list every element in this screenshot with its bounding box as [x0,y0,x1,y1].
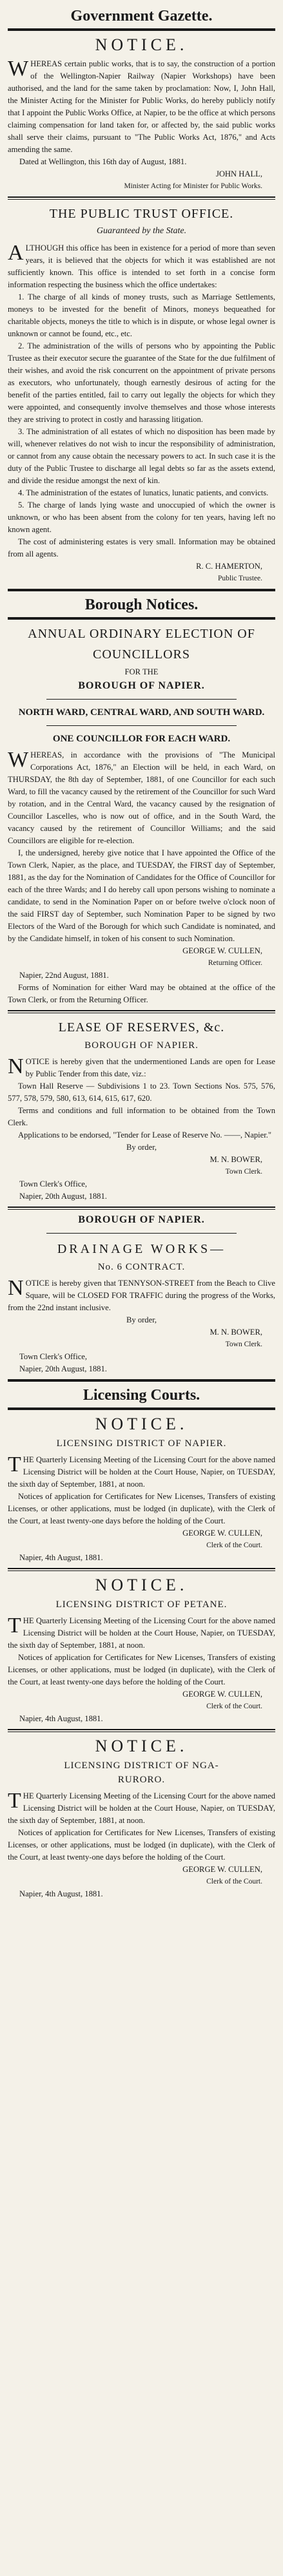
licensing-ngaruroro-body: THE Quarterly Licensing Meeting of the Licensing Court for the above named Licensing District will be holden at the Court House, Napier, on TUESDAY, the sixth day of September, 1881, at noon. [8,1789,275,1825]
divider [46,699,237,700]
lease-signer: M. N. BOWER, [210,1155,262,1164]
election-notice [8,625,275,1006]
drainage-by-order: By order, [126,1315,157,1324]
gazette-signer: JOHN HALL, [215,169,262,178]
lease-subtitle: BOROUGH OF NAPIER. [84,1040,199,1051]
licensing-napier-date: Napier, 4th August, 1881. [19,1553,103,1562]
divider [8,589,275,591]
public-trust-paragraph: ALTHOUGH this office has been in existence for a period of more than seven years, it is believed that the objects for which it was established are not sufficiently known. This office is intended to set forth in a concise form information respecting the business which the office undertakes: [8,241,275,289]
lease-by-order: By order, [126,1143,157,1152]
licensing-courts-section [8,1386,275,1900]
section-heading-gazette: Government Gazette. [70,8,213,24]
lease-body: Terms and conditions and full information to be obtained from the Town Clerk. [8,1106,275,1127]
divider [8,1010,275,1013]
election-wards: NORTH WARD, CENTRAL WARD, AND SOUTH WARD. [18,707,265,718]
licensing-ngaruroro-notice [8,1736,275,1900]
drainage-subtitle: No. 6 CONTRACT. [97,1262,186,1272]
licensing-ngaruroro-signer: GEORGE W. CULLEN, [182,1865,262,1874]
section-heading-licensing: Licensing Courts. [83,1387,200,1404]
drainage-signer-title: Town Clerk. [225,1340,262,1348]
divider [8,196,275,200]
licensing-petane-notice-title: NOTICE. [95,1576,188,1594]
licensing-petane-signer-title: Clerk of the Court. [206,1703,262,1710]
section-rule [8,1407,275,1410]
lease-notice [8,1018,275,1203]
licensing-ngaruroro-signer-title: Clerk of the Court. [206,1878,262,1885]
divider [46,1233,237,1234]
gazette-notice-body: WHEREAS certain public works, that is to say, the construction of a portion of the Wellington-Napier Railway (Napier Workshops) have been authorised, and the land for the same taken by proclamation: Now, I, John Hall, the Minister Acting for the Minister for Public Works, do hereby publicly notify that I appoint the Public Works Office, at Napier, to be the office at which persons claiming compensation for land taken for, or affected by, the said public works shall serve their claims, pursuant to "The Public Works Act, 1876," and Acts amending the same. [8,57,275,154]
public-trust-paragraph: 5. The charge of lands lying waste and unoccupied of which the owner is unknown, or who has been absent from the colony for ten years, having left no known agent. [8,501,275,534]
drainage-title: DRAINAGE WORKS— [57,1242,226,1256]
election-title-line1: ANNUAL ORDINARY ELECTION OF [28,627,255,641]
election-signer: GEORGE W. CULLEN, [182,946,262,955]
public-trust-signer-title: Public Trustee. [217,575,262,582]
public-trust-paragraph: 1. The charge of all kinds of money trusts, such as Marriage Settlements, moneys to be invested for the benefit of Minors, moneys bequeathed for charitable objects, moneys the title to which is in dispute, or whose legal owner is unknown or cannot be found, etc., etc. [8,292,275,338]
licensing-napier-district: LICENSING DISTRICT OF NAPIER. [56,1438,227,1449]
lease-date: Napier, 20th August, 1881. [19,1192,107,1201]
licensing-petane-district: LICENSING DISTRICT OF PETANE. [55,1599,228,1610]
election-body: WHEREAS, in accordance with the provisions of "The Municipal Corporations Act, 1876," an Election will be held, in each Ward, on THURSDAY, the 8th day of September, 1881, of one Councillor for each such Ward, to fill the vacancy caused by the retirement of the Councillor for such Ward by rotation, and in the Central Ward, the vacancy caused by the resignation of Councillor Lascelles, who is now out of office, and in the South Ward, the vacancy caused by the retirement of Councillor Williams; and the said Councillors are eligible for re-election. [8,748,275,845]
election-title-for: FOR THE [124,667,159,676]
election-signer-title: Returning Officer. [208,959,262,967]
lease-body: Applications to be endorsed, "Tender for Lease of Reserve No. ——, Napier." [18,1131,272,1140]
government-gazette-section [8,6,275,193]
section-rule [8,617,275,620]
section-rule [8,28,275,31]
licensing-petane-notice [8,1575,275,1725]
section-heading-borough: Borough Notices. [84,596,199,613]
lease-title: LEASE OF RESERVES, &c. [58,1020,225,1035]
public-trust-paragraph: 3. The administration of all estates of which no disposition has been made by will, whenever relatives do not wish to incur the responsibility of administration, or cannot from any cause obtain the necessary powers to act. In such case it is the duty of the Public Trustee to discharge all legal debts so far as the assets extend, and divide the residue amongst the next of kin. [8,427,275,485]
public-trust-notice [8,205,275,585]
election-body: I, the undersigned, hereby give notice that I have appointed the Office of the Town Clerk, Napier, as the place, and TUESDAY, the FIRST day of September, 1881, as the day for the Nomination of Candidates for the Office of Councillor for each of the three Wards; and I do hereby call upon persons wishing to nominate a candidate, to send in the Nomination Paper on or before twelve o'clock noon of the said FIRST day of September, such Nomination Paper to be signed by two Electors of the Ward of the Borough for which such Candidate is nominated, and by the Candidate himself, in token of his consent to such Nomination. [8,848,275,943]
licensing-ngaruroro-body: Notices of application for Certificates for New Licenses, Transfers of existing Licenses, or other applications, must be lodged (in duplicate), with the Clerk of the Court, at least twenty-one days before the holding of the Court. [8,1828,275,1862]
public-trust-paragraph: 2. The administration of the wills of persons who by appointing the Public Trustee as their executor secure the guarantee of the State for the due fulfilment of their wishes, and avoid the risk concurrent on the appointment of private persons as executors, who unfortunately, though earnestly desirous of acting for the benefit of the parties entitled, fail to carry out legally the objects for which they were appointed, and consequently involve themselves and those whose interests they are striving to protect in costly and harassing litigation. [8,341,275,424]
divider [46,725,237,726]
licensing-napier-body: Notices of application for Certificates for New Licenses, Transfers of existing Licenses, or other applications, must be lodged (in duplicate), with the Clerk of the Court, at least twenty-one days before the holding of the Court. [8,1492,275,1525]
borough-notices-section [8,595,275,1375]
drainage-office: Town Clerk's Office, [19,1352,88,1361]
drainage-date: Napier, 20th August, 1881. [19,1364,107,1373]
licensing-ngaruroro-district-line2: RURORO. [117,1775,166,1785]
lease-body: Town Hall Reserve — Subdivisions 1 to 23. Town Sections Nos. 575, 576, 577, 578, 579, 580, 613, 614, 615, 617, 620. [8,1082,275,1103]
public-trust-title: THE PUBLIC TRUST OFFICE. [49,207,234,221]
public-trust-signer: R. C. HAMERTON, [196,562,262,571]
licensing-petane-body: Notices of application for Certificates for New Licenses, Transfers of existing Licenses, or other applications, must be lodged (in duplicate), with the Clerk of the Court, at least twenty-one days before the holding of the Court. [8,1653,275,1686]
drainage-notice [8,1214,275,1375]
drainage-signer: M. N. BOWER, [210,1328,262,1337]
drainage-body: NOTICE is hereby given that TENNYSON-STREET from the Beach to Clive Square, will be CLOSED FOR TRAFFIC during the progress of the Works, from the 22nd instant inclusive. [8,1276,275,1312]
gazette-notice-title: NOTICE. [95,35,188,54]
election-one-each: ONE COUNCILLOR FOR EACH WARD. [52,734,231,744]
licensing-petane-signer: GEORGE W. CULLEN, [182,1690,262,1699]
lease-body: NOTICE is hereby given that the undermentioned Lands are open for Lease by Public Tender from this date, viz.: [8,1054,275,1078]
divider [8,1379,275,1382]
licensing-petane-body: THE Quarterly Licensing Meeting of the Licensing Court for the above named Licensing District will be holden at the Court House, Napier, on TUESDAY, the sixth day of September, 1881, at noon. [8,1614,275,1650]
election-title-line2: COUNCILLORS [92,647,190,662]
lease-office: Town Clerk's Office, [19,1179,88,1188]
divider [8,1729,275,1732]
licensing-napier-signer-title: Clerk of the Court. [206,1541,262,1549]
election-title-borough: BOROUGH OF NAPIER. [78,680,205,691]
election-forms-note: Forms of Nomination for either Ward may be obtained at the office of the Town Clerk, or from the Returning Officer. [8,983,275,1004]
licensing-petane-date: Napier, 4th August, 1881. [19,1714,103,1723]
gazette-signer-title: Minister Acting for Minister for Public Works. [124,182,262,190]
divider [8,1207,275,1210]
licensing-ngaruroro-date: Napier, 4th August, 1881. [19,1889,103,1898]
election-date: Napier, 22nd August, 1881. [19,971,109,980]
drainage-borough: BOROUGH OF NAPIER. [78,1214,205,1225]
public-trust-paragraph: 4. The administration of the estates of lunatics, lunatic patients, and convicts. [18,488,269,497]
gazette-dated: Dated at Wellington, this 16th day of August, 1881. [19,157,187,166]
licensing-ngaruroro-notice-title: NOTICE. [95,1737,188,1755]
licensing-napier-body: THE Quarterly Licensing Meeting of the Licensing Court for the above named Licensing District will be holden at the Court House, Napier, on TUESDAY, the sixth day of September, 1881, at noon. [8,1453,275,1489]
licensing-ngaruroro-district-line1: LICENSING DISTRICT OF NGA- [64,1760,219,1771]
lease-signer-title: Town Clerk. [225,1168,262,1176]
licensing-napier-notice [8,1414,275,1564]
licensing-napier-signer: GEORGE W. CULLEN, [182,1529,262,1538]
public-trust-paragraph: The cost of administering estates is very small. Information may be obtained from all agents. [8,537,275,558]
public-trust-subtitle: Guaranteed by the State. [96,226,187,236]
licensing-napier-notice-title: NOTICE. [95,1415,188,1433]
divider [8,1568,275,1571]
